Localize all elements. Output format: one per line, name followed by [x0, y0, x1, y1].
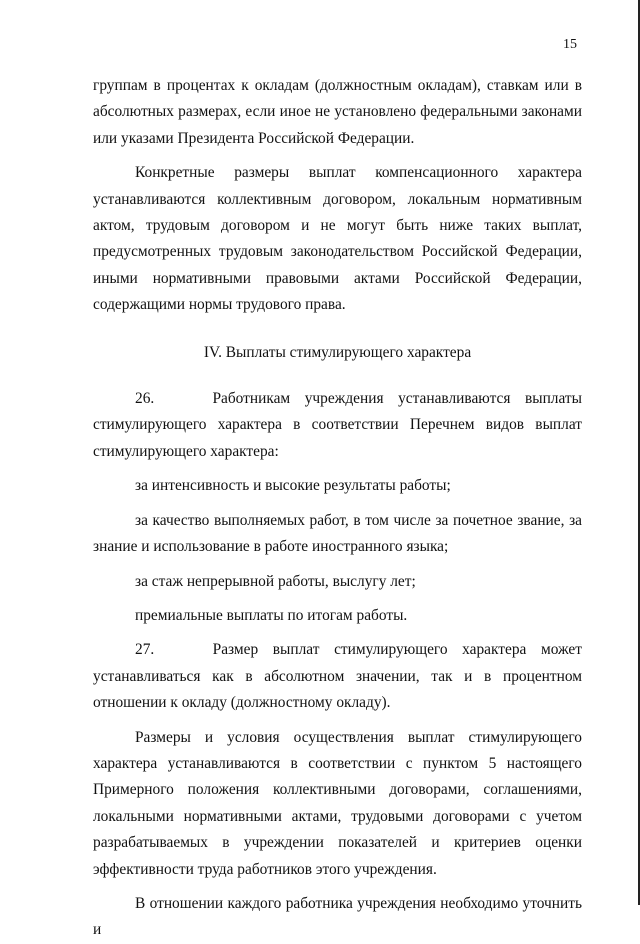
- paragraph-conditions: Размеры и условия осуществления выплат стимулирующего характера устанавливаются в соответствии с пунктом 5 настоящего Примерного положения коллективными договорами, соглашениями, локальными нормативными актами, трудовыми договорами с учетом разрабатываемых в учреждении показателей и критериев оценки эффективности труда работников этого учреждения.: [93, 728, 582, 878]
- paragraph-each-employee: В отношении каждого работника учреждения необходимо уточнить и: [93, 894, 582, 939]
- paragraph-26: 26. Работникам учреждения устанавливаются выплаты стимулирующего характера в соответствии Перечнем видов выплат стимулирующего характера:: [93, 390, 582, 460]
- list-item-quality: за качество выполняемых работ, в том числе за почетное звание, за знание и использование в работе иностранного языка;: [93, 511, 582, 556]
- paragraph-27: 27. Размер выплат стимулирующего характера может устанавливаться как в абсолютном значении, так и в процентном отношении к окладу (должностному окладу).: [93, 641, 582, 712]
- list-item-seniority: за стаж непрерывной работы, выслугу лет;: [135, 572, 416, 590]
- page-number: 15: [563, 37, 577, 52]
- document-body: [93, 73, 582, 944]
- paragraph-compensation: Конкретные размеры выплат компенсационного характера устанавливаются коллективным договором, локальным нормативным актом, трудовым договором и не могут быть ниже таких выплат, предусмотренных трудовым законодательством Российской Федерации, иными нормативными правовыми актами Российской Федерации, содержащими нормы трудового права.: [93, 164, 582, 314]
- list-item-intensity: за интенсивность и высокие результаты работы;: [135, 477, 451, 495]
- paragraph-continuation: группам в процентах к окладам (должностным окладам), ставкам или в абсолютных размерах, если иное не установлено федеральными законами или указами Президента Российской Федерации.: [93, 77, 582, 147]
- list-item-bonus: премиальные выплаты по итогам работы.: [135, 606, 408, 624]
- section-heading: IV. Выплаты стимулирующего характера: [203, 343, 472, 361]
